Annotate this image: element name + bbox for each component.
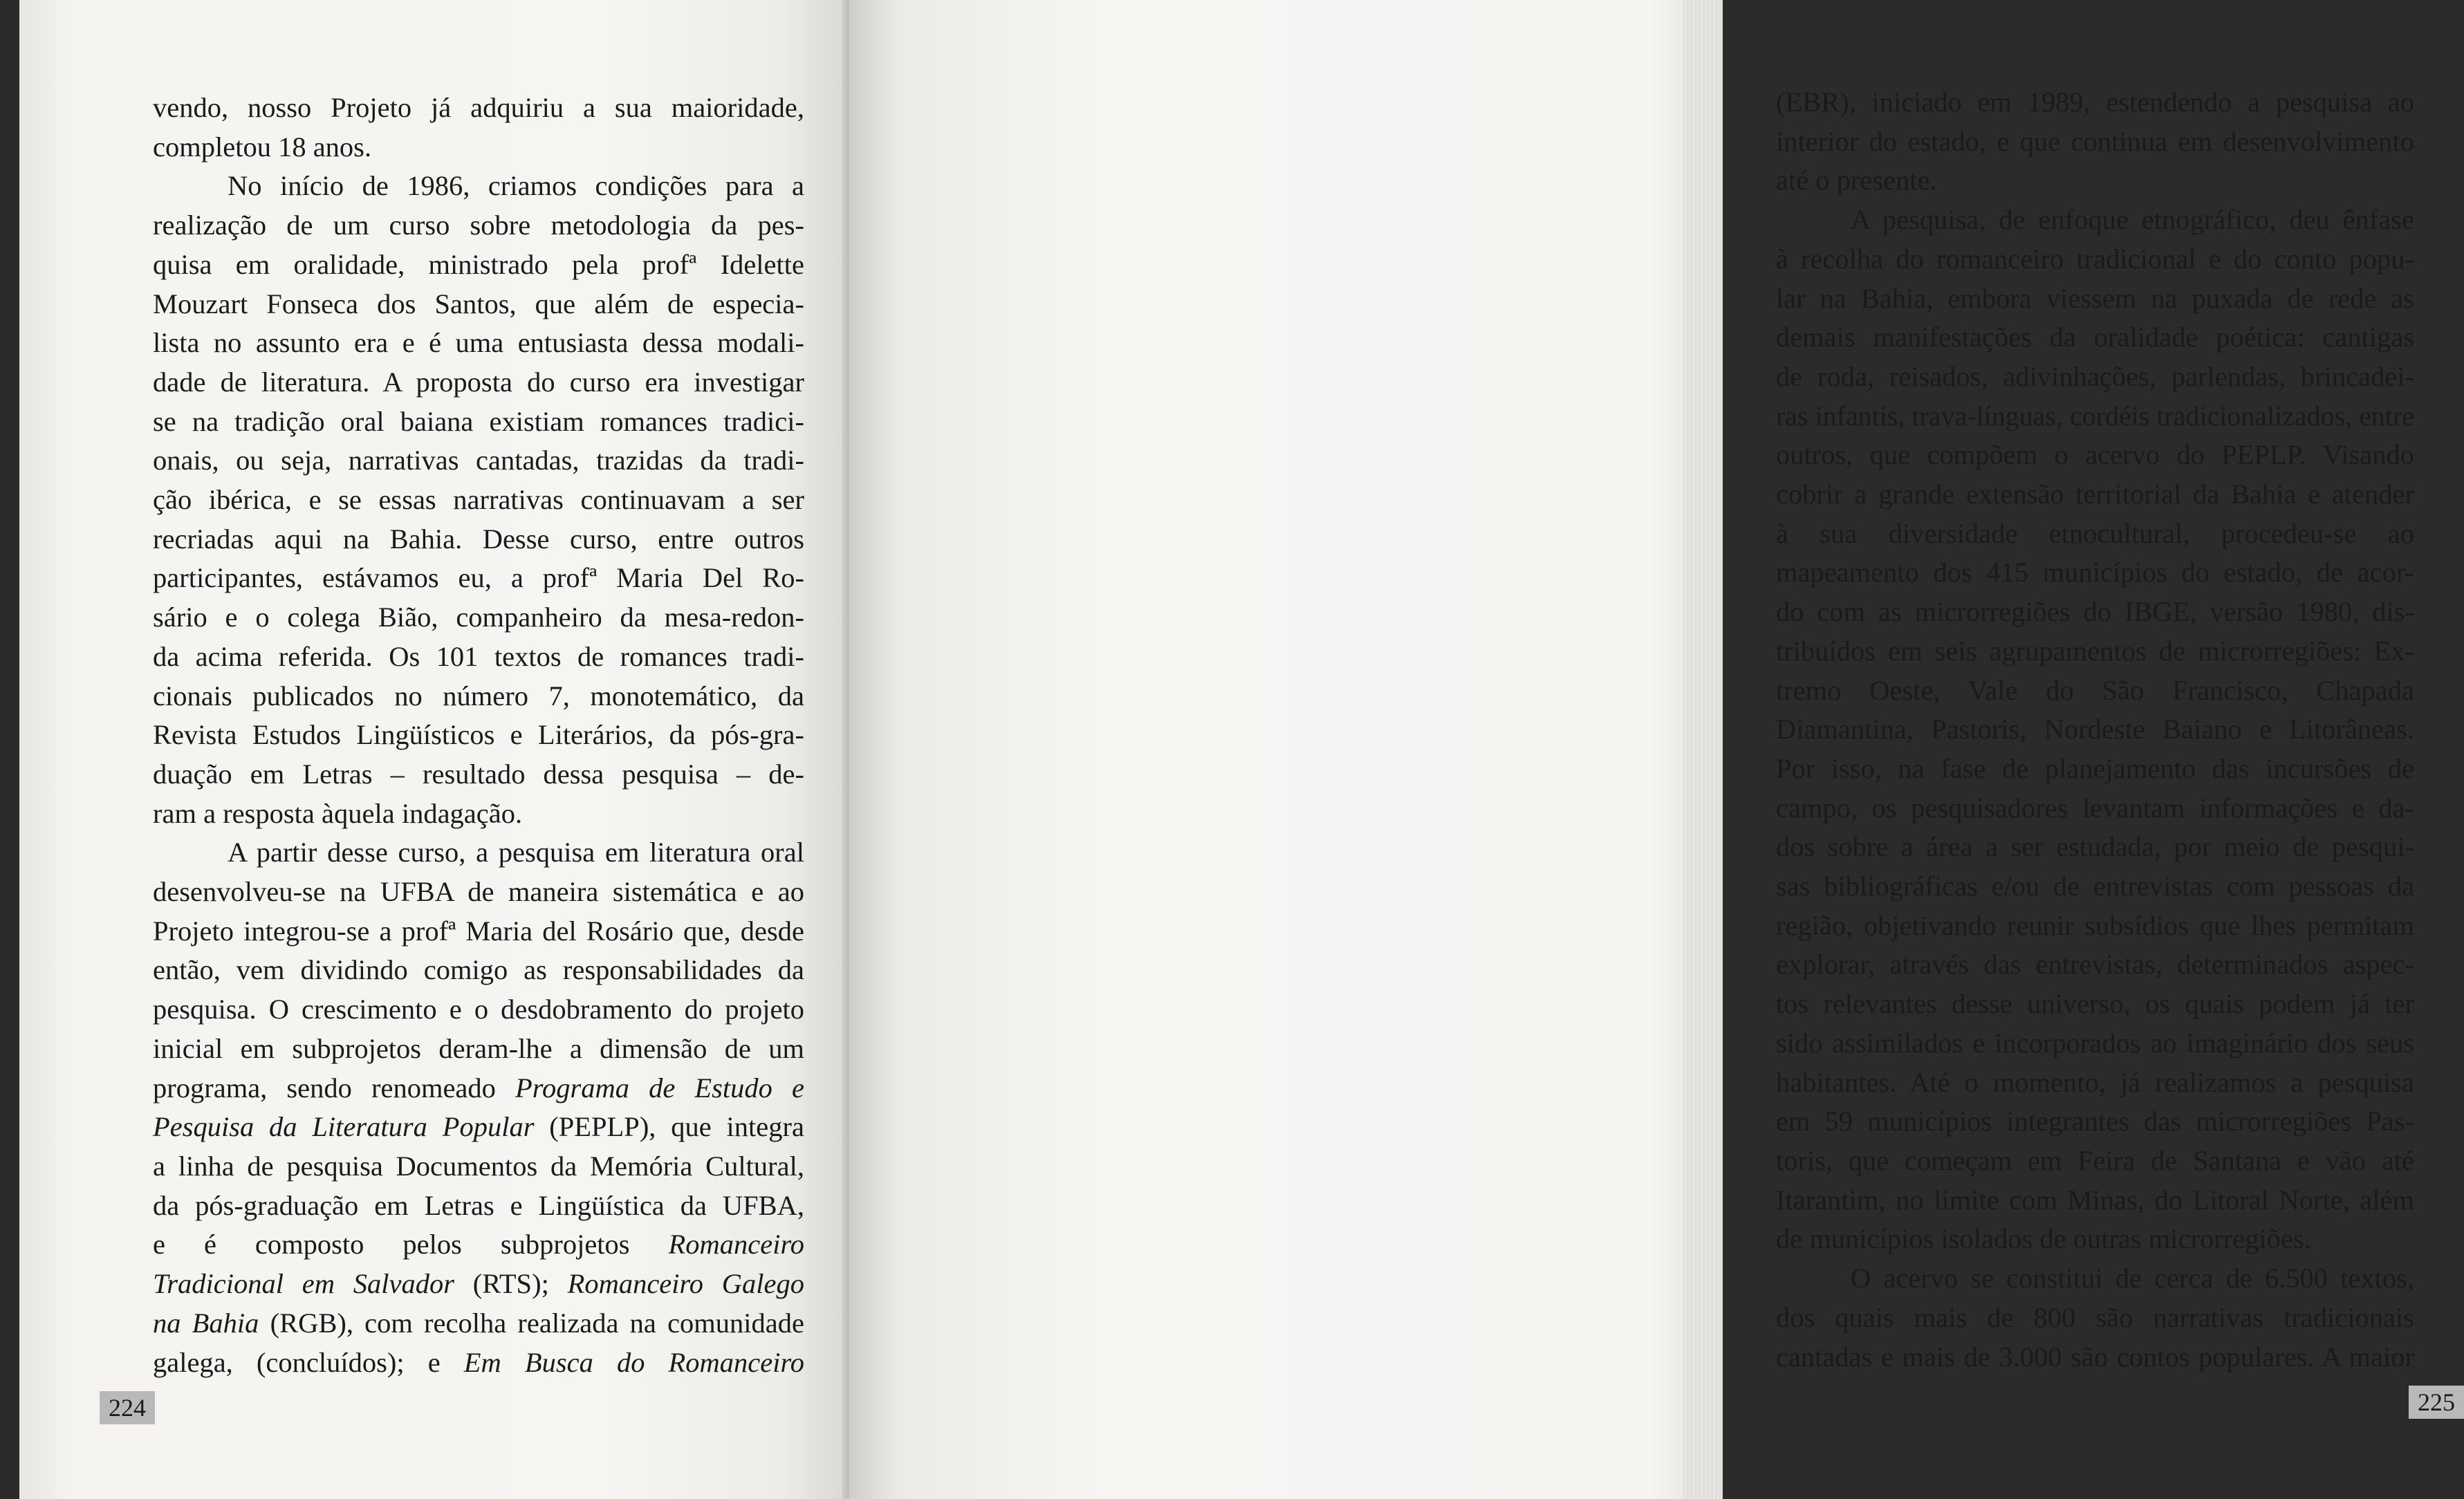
text-line: realização de um curso sobre metodologia da pes- <box>153 210 804 241</box>
text-line: tribuídos em seis agrupamentos de microrregiões: Ex- <box>1776 635 2414 667</box>
text-line <box>153 1108 804 1147</box>
text-line: demais manifestações da oralidade poética: cantigas <box>1776 322 2414 353</box>
text-line: ção ibérica, e se essas narrativas continuavam a ser <box>153 484 804 516</box>
text-line: Diamantina, Pastoris, Nordeste Baiano e Litorâneas. <box>1776 714 2414 745</box>
text-line: ram a resposta àquela indagação. <box>153 797 523 829</box>
italic-run: Tradicional em Salvador <box>153 1268 454 1300</box>
text-line: cantadas e mais de 3.000 são contos populares. A maior <box>1776 1341 2414 1372</box>
italic-run: Em Busca do Romanceiro <box>463 1346 804 1378</box>
text-line: do com as microrregiões do IBGE, versão 1980, dis- <box>1776 596 2414 628</box>
text-line: cobrir a grande extensão territorial da Bahia e atender <box>1776 478 2414 510</box>
text-line: pesquisa. O crescimento e o desdobramento do projeto <box>153 994 804 1025</box>
text-line: interior do estado, e que continua em desenvolvimento <box>1776 125 2414 157</box>
text-line: tos relevantes desse universo, os quais podem já ter <box>1776 988 2414 1020</box>
text-line: Itarantim, no limite com Minas, do Litoral Norte, além <box>1776 1184 2414 1216</box>
text-line: vendo, nosso Projeto já adquiriu a sua maioridade, <box>153 92 804 123</box>
text-line <box>153 1304 804 1343</box>
text-line <box>153 1225 804 1265</box>
left-page <box>19 0 849 1499</box>
text-line: ras infantis, trava-línguas, cordéis tradicionalizados, entre <box>1776 400 2414 431</box>
text-line: participantes, estávamos eu, a profª Maria Del Ro- <box>153 562 804 594</box>
text-line: sas bibliográficas e/ou de entrevistas com pessoas da <box>1776 870 2414 902</box>
text-line: completou 18 anos. <box>153 131 372 162</box>
italic-run: Programa de Estudo e <box>515 1072 804 1104</box>
text-line: habitantes. Até o momento, já realizamos a pesquisa <box>1776 1066 2414 1098</box>
text-line: quisa em oralidade, ministrado pela profª Idelette <box>153 248 804 280</box>
text-line: até o presente. <box>1776 165 1937 196</box>
text-line: de roda, reisados, adivinhações, parlendas, brincadei- <box>1776 360 2414 392</box>
text-line <box>153 1343 804 1383</box>
text-line: tremo Oeste, Vale do São Francisco, Chapada <box>1776 674 2414 706</box>
text-line: lar na Bahia, embora viessem na puxada de rede as <box>1776 282 2414 314</box>
text-line: onais, ou seja, narrativas cantadas, trazidas da tradi- <box>153 445 804 476</box>
italic-run: na Bahia <box>153 1307 259 1339</box>
text-line: No início de 1986, criamos condições para a <box>228 170 804 202</box>
text-run: programa, sendo renomeado <box>153 1072 515 1104</box>
text-line: dade de literatura. A proposta do curso era investigar <box>153 366 804 398</box>
text-line: Revista Estudos Lingüísticos e Literários, da pós-gra- <box>153 719 804 751</box>
text-line: explorar, através das entrevistas, determinados aspec- <box>1776 949 2414 980</box>
text-line: Por isso, na fase de planejamento das incursões de <box>1776 752 2414 784</box>
italic-run: Romanceiro <box>668 1229 804 1260</box>
text-line: a linha de pesquisa Documentos da Memória Cultural, <box>153 1150 804 1182</box>
text-line: à recolha do romanceiro tradicional e do conto popu- <box>1776 243 2414 274</box>
text-line: campo, os pesquisadores levantam informações e da- <box>1776 792 2414 823</box>
right-page-body <box>1776 83 2414 1377</box>
text-line: lista no assunto era e é uma entusiasta dessa modali- <box>153 327 804 359</box>
text-line: em 59 municípios integrantes das microrregiões Pas- <box>1776 1106 2414 1137</box>
text-run: (PEPLP), que integra <box>534 1111 804 1143</box>
text-line: sário e o colega Bião, companheiro da mesa-redon- <box>153 602 804 633</box>
text-line: Projeto integrou-se a profª Maria del Rosário que, desde <box>153 915 804 947</box>
text-line: da pós-graduação em Letras e Lingüística da UFBA, <box>153 1189 804 1221</box>
italic-run: Romanceiro Galego <box>567 1268 804 1300</box>
page-number-right: 225 <box>2409 1386 2464 1419</box>
text-line: dos sobre a área a ser estudada, por meio de pesqui- <box>1776 831 2414 863</box>
text-line: então, vem dividindo comigo as responsabilidades da <box>153 954 804 986</box>
text-run: (RGB), com recolha realizada na comunidade <box>259 1307 804 1339</box>
text-line: O acervo se constitui de cerca de 6.500 textos, <box>1851 1263 2414 1294</box>
text-line: duação em Letras – resultado dessa pesquisa – de- <box>153 758 804 790</box>
text-line <box>153 1069 804 1108</box>
text-line: toris, que começam em Feira de Santana e vão até <box>1776 1144 2414 1176</box>
text-line: de municípios isolados de outras microrregiões. <box>1776 1223 2311 1255</box>
text-line: A pesquisa, de enfoque etnográfico, deu ênfase <box>1851 204 2414 236</box>
text-line <box>153 1265 804 1304</box>
text-line: se na tradição oral baiana existiam romances tradici- <box>153 405 804 437</box>
text-run: (RTS); <box>454 1268 568 1300</box>
text-line: dos quais mais de 800 são narrativas tradicionais <box>1776 1301 2414 1333</box>
text-line: A partir desse curso, a pesquisa em literatura oral <box>228 837 804 868</box>
text-run: galega, (concluídos); e <box>153 1346 464 1378</box>
text-line: à sua diversidade etnocultural, procedeu-se ao <box>1776 517 2414 549</box>
text-line: outros, que compõem o acervo do PEPLP. Visando <box>1776 439 2414 471</box>
text-line: inicial em subprojetos deram-lhe a dimensão de um <box>153 1032 804 1064</box>
page-edge-stack <box>1683 0 1723 1499</box>
text-line: recriadas aqui na Bahia. Desse curso, entre outros <box>153 523 804 555</box>
text-line: região, objetivando reunir subsídios que lhes permitam <box>1776 909 2414 941</box>
text-line: mapeamento dos 415 municípios do estado, de acor- <box>1776 557 2414 588</box>
text-line: (EBR), iniciado em 1989, estendendo a pesquisa ao <box>1776 86 2414 118</box>
text-run: e é composto pelos subprojetos <box>153 1229 669 1260</box>
italic-run: Pesquisa da Literatura Popular <box>153 1111 535 1143</box>
text-line: da acima referida. Os 101 textos de romances tradi- <box>153 640 804 672</box>
text-line: Mouzart Fonseca dos Santos, que além de especia- <box>153 288 804 319</box>
text-line: sido assimilados e incorporados ao imaginário dos seus <box>1776 1027 2414 1059</box>
text-line: desenvolveu-se na UFBA de maneira sistemática e ao <box>153 876 804 908</box>
left-page-body <box>153 89 804 1382</box>
page-number-left: 224 <box>100 1391 155 1424</box>
text-line: cionais publicados no número 7, monotemático, da <box>153 680 804 711</box>
right-page <box>849 0 2455 1499</box>
